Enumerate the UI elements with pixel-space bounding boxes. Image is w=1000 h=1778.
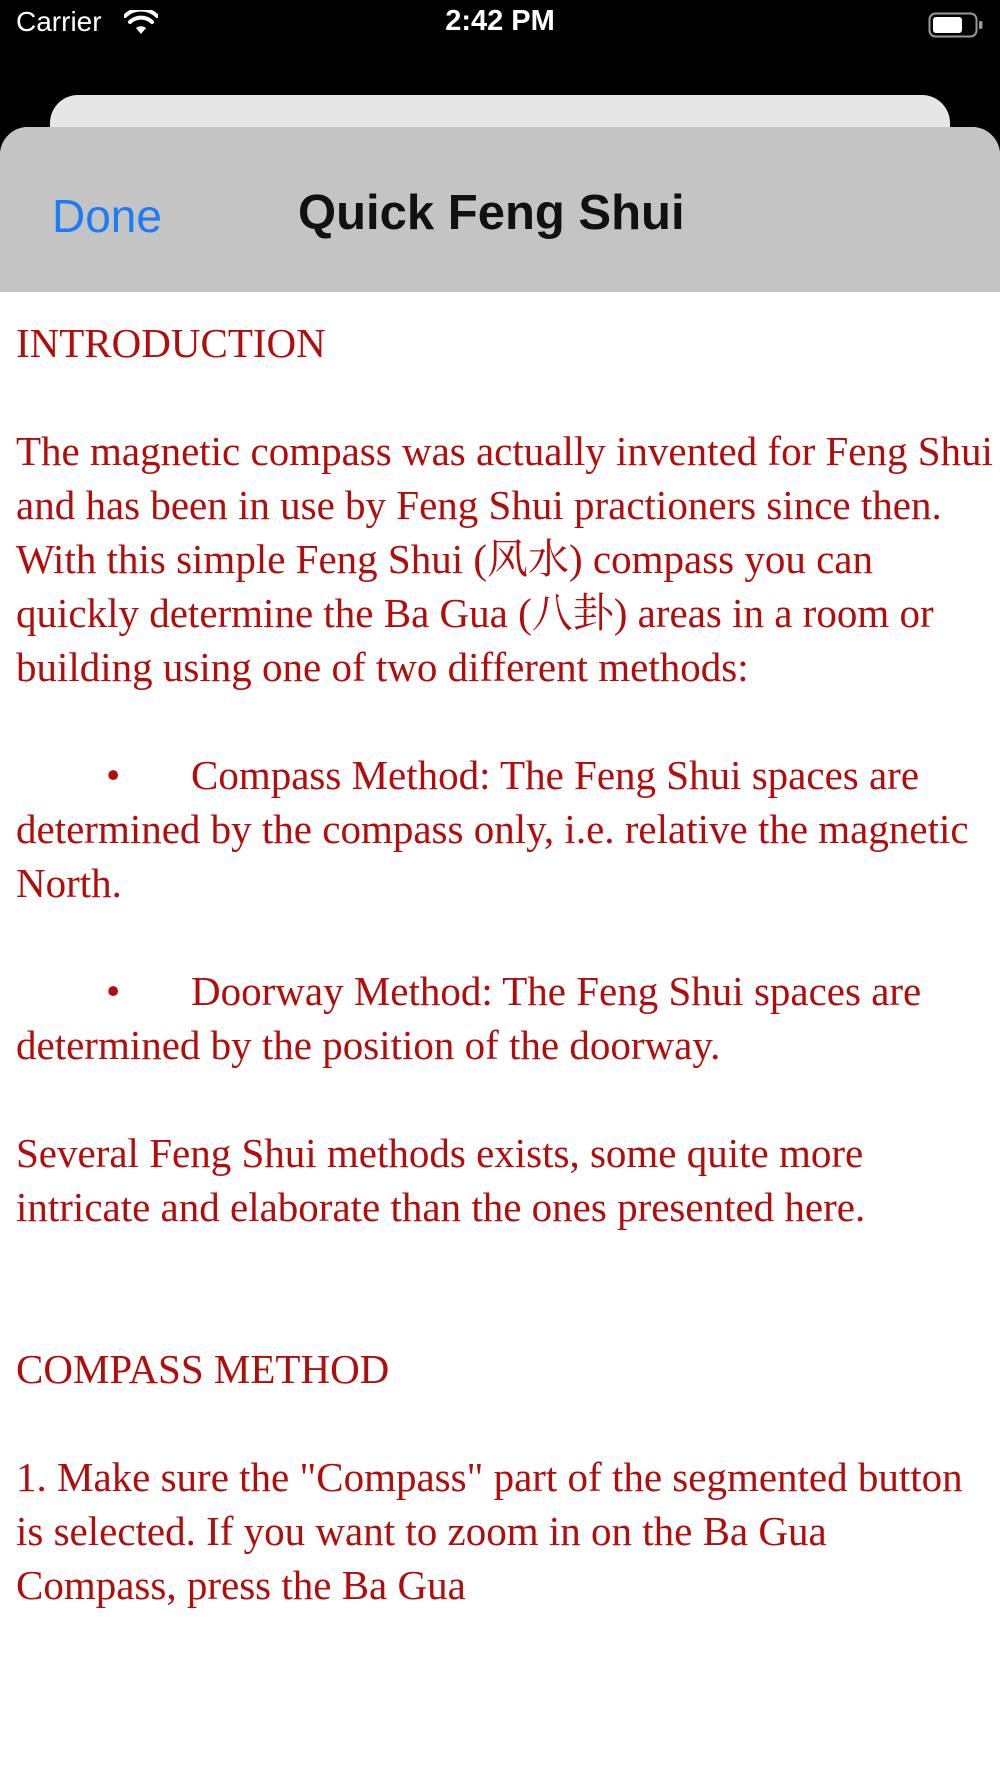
bullet-icon: • xyxy=(106,968,121,1014)
compass-method-heading: COMPASS METHOD xyxy=(16,1346,390,1392)
spacer xyxy=(16,1396,996,1450)
modal-sheet xyxy=(0,127,1000,1778)
carrier-label: Carrier xyxy=(16,6,102,37)
spacer xyxy=(16,694,996,748)
step-1-text: 1. Make sure the "Compass" part of the segmented button is selected. If you want to zoom in on the Ba Gua Compass, press the Ba Gua xyxy=(16,1454,963,1608)
status-time: 2:42 PM xyxy=(445,5,555,37)
spacer xyxy=(16,370,996,424)
intro-paragraph: The magnetic compass was actually invented for Feng Shui and has been in use by Feng Shui practioners since then. With this simple Feng Shui (风水) compass you can quickly determine the Ba Gua (八卦) areas in a room or building using one of two different methods: xyxy=(16,428,993,690)
bullet-text: Doorway Method: The Feng Shui spaces are determined by the position of the doorway. xyxy=(16,968,922,1068)
bullet-text: Compass Method: The Feng Shui spaces are determined by the compass only, i.e. relative the magnetic North. xyxy=(16,752,969,906)
help-text-view[interactable] xyxy=(16,316,996,1612)
battery-icon xyxy=(928,12,984,38)
navigation-bar xyxy=(0,127,1000,292)
spacer xyxy=(16,1234,996,1342)
done-button[interactable]: Done xyxy=(52,190,162,242)
bullet-item-compass-method xyxy=(16,748,996,910)
intro-heading: INTRODUCTION xyxy=(16,320,326,366)
bullet-item-doorway-method xyxy=(16,964,996,1072)
spacer xyxy=(16,910,996,964)
bullet-icon: • xyxy=(106,752,121,798)
page-title: Quick Feng Shui xyxy=(298,186,685,240)
spacer xyxy=(16,1072,996,1126)
status-bar xyxy=(0,0,1000,50)
methods-paragraph: Several Feng Shui methods exists, some quite more intricate and elaborate than the ones presented here. xyxy=(16,1130,866,1230)
